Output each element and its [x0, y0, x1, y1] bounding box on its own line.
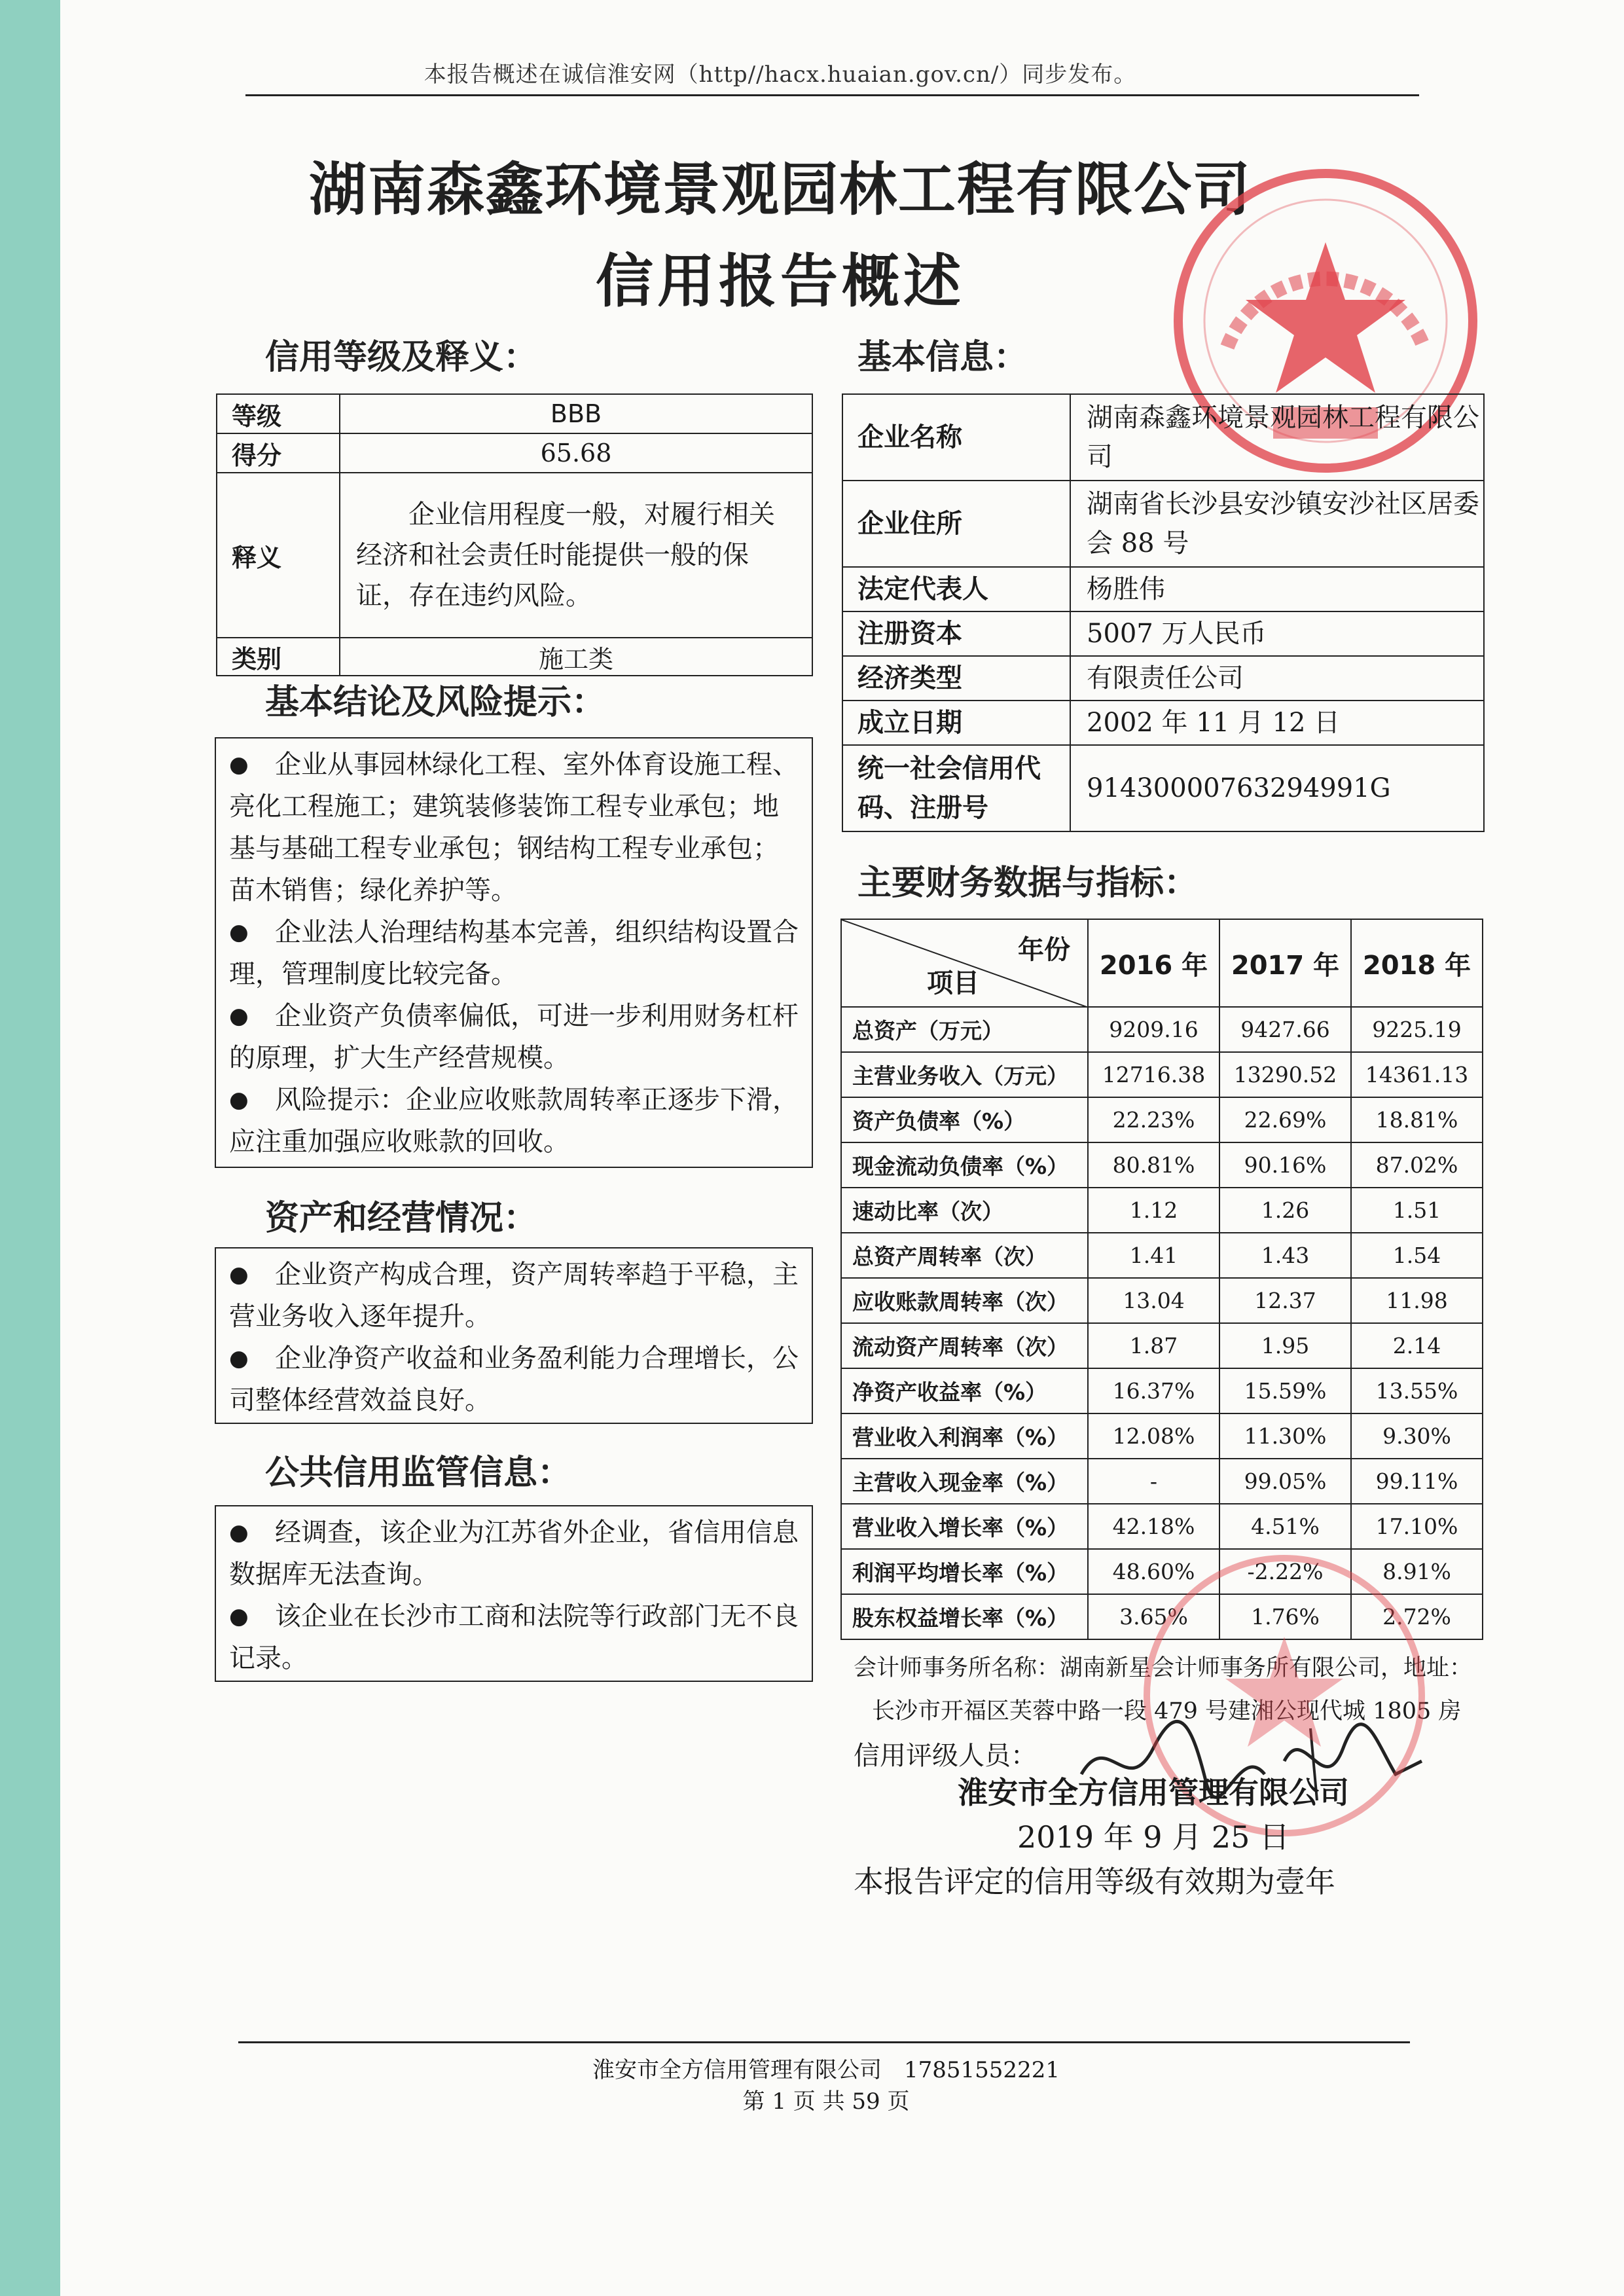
metric-value: 13.04	[1088, 1278, 1219, 1323]
founded-value: 2002 年 11 月 12 日	[1070, 701, 1484, 745]
header-note: 本报告概述在诚信淮安网（http//hacx.huaian.gov.cn/）同步发布。	[424, 62, 1137, 88]
table-row	[842, 611, 1484, 656]
financial-heading: 主要财务数据与指标：	[857, 864, 1199, 903]
metric-value: 2.72%	[1351, 1594, 1483, 1639]
metric-value: 1.87	[1088, 1323, 1219, 1368]
basic-info-heading: 基本信息：	[857, 338, 1028, 377]
accounting-firm-line1: 会计师事务所名称：湖南新星会计师事务所有限公司，地址：	[854, 1655, 1473, 1681]
metric-label: 速动比率（次）	[841, 1188, 1088, 1233]
year-header: 2018 年	[1351, 919, 1483, 1007]
metric-value: 22.23%	[1088, 1097, 1219, 1142]
metric-value: 80.81%	[1088, 1142, 1219, 1188]
table-header-row	[841, 919, 1483, 1007]
metric-value: 22.69%	[1219, 1097, 1351, 1142]
address-label: 企业住所	[842, 481, 1070, 567]
metric-value: 12.37	[1219, 1278, 1351, 1323]
metric-value: 15.59%	[1219, 1368, 1351, 1413]
metric-value: -	[1088, 1459, 1219, 1504]
rating-heading: 信用等级及释义：	[265, 338, 538, 377]
year-header: 2016 年	[1088, 919, 1219, 1007]
metric-label: 总资产周转率（次）	[841, 1233, 1088, 1278]
list-item: ● 企业从事园林绿化工程、室外体育设施工程、亮化工程施工；建筑装修装饰工程专业承包；地基与基础工程专业承包；钢结构工程专业承包；苗木销售；绿化养护等。	[229, 744, 799, 911]
rater-label: 信用评级人员：	[854, 1741, 1037, 1771]
list-item: ● 企业资产负债率偏低，可进一步利用财务杠杆的原理，扩大生产经营规模。	[229, 995, 799, 1079]
table-row	[841, 1459, 1483, 1504]
rating-grade-value: BBB	[340, 394, 812, 433]
table-row	[841, 1097, 1483, 1142]
document-page	[60, 0, 1624, 2296]
year-header: 2017 年	[1219, 919, 1351, 1007]
metric-value: 12716.38	[1088, 1052, 1219, 1097]
basic-info-table	[842, 393, 1485, 832]
metric-value: 9225.19	[1351, 1007, 1483, 1052]
rating-score-value: 65.68	[340, 433, 812, 473]
table-row	[217, 433, 812, 473]
year-item-corner: 年份 项目	[841, 919, 1088, 1007]
metric-value: 1.76%	[1219, 1594, 1351, 1639]
list-item: ● 经调查，该企业为江苏省外企业，省信用信息数据库无法查询。	[229, 1512, 799, 1595]
bullet-icon: ●	[229, 1087, 249, 1113]
table-row	[842, 656, 1484, 701]
metric-value: 1.26	[1219, 1188, 1351, 1233]
list-item: ● 该企业在长沙市工商和法院等行政部门无不良记录。	[229, 1595, 799, 1679]
metric-value: 1.51	[1351, 1188, 1483, 1233]
metric-value: 9427.66	[1219, 1007, 1351, 1052]
issuer-name: 淮安市全方信用管理有限公司	[958, 1775, 1349, 1810]
metric-value: 13.55%	[1351, 1368, 1483, 1413]
metric-value: 4.51%	[1219, 1504, 1351, 1549]
founded-label: 成立日期	[842, 701, 1070, 745]
supervision-heading: 公共信用监管信息：	[265, 1453, 572, 1493]
metric-label: 营业收入增长率（%）	[841, 1504, 1088, 1549]
assets-box	[215, 1247, 813, 1424]
metric-label: 应收账款周转率（次）	[841, 1278, 1088, 1323]
econ-type-label: 经济类型	[842, 656, 1070, 701]
metric-label: 主营收入现金率（%）	[841, 1459, 1088, 1504]
header-rule	[245, 94, 1419, 96]
report-title-subtitle: 信用报告概述	[595, 247, 965, 315]
footer-company: 淮安市全方信用管理有限公司 17851552221	[592, 2057, 1060, 2083]
metric-value: 1.54	[1351, 1233, 1483, 1278]
table-row	[841, 1278, 1483, 1323]
table-row	[841, 1007, 1483, 1052]
rating-score-label: 得分	[217, 433, 340, 473]
validity-note: 本报告评定的信用等级有效期为壹年	[854, 1864, 1335, 1899]
metric-value: 9.30%	[1351, 1413, 1483, 1459]
footer-page: 第 1 页 共 59 页	[742, 2088, 910, 2115]
table-row	[841, 1323, 1483, 1368]
metric-value: -2.22%	[1219, 1549, 1351, 1594]
company-name-label: 企业名称	[842, 394, 1070, 481]
issue-date: 2019 年 9 月 25 日	[1017, 1819, 1290, 1855]
list-item: ● 企业法人治理结构基本完善，组织结构设置合理，管理制度比较完备。	[229, 911, 799, 995]
table-row	[841, 1413, 1483, 1459]
credit-code-value: 91430000763294991G	[1070, 745, 1484, 831]
metric-value: 18.81%	[1351, 1097, 1483, 1142]
bullet-icon: ●	[229, 919, 249, 945]
metric-label: 股东权益增长率（%）	[841, 1594, 1088, 1639]
metric-label: 主营业务收入（万元）	[841, 1052, 1088, 1097]
metric-value: 1.12	[1088, 1188, 1219, 1233]
supervision-box	[215, 1505, 813, 1682]
rating-meaning-value: 企业信用程度一般，对履行相关经济和社会责任时能提供一般的保证，存在违约风险。	[340, 473, 812, 638]
table-row	[217, 638, 812, 676]
metric-label: 利润平均增长率（%）	[841, 1549, 1088, 1594]
metric-value: 16.37%	[1088, 1368, 1219, 1413]
bullet-icon: ●	[229, 752, 249, 778]
rating-category-label: 类别	[217, 638, 340, 676]
metric-value: 90.16%	[1219, 1142, 1351, 1188]
table-row	[841, 1188, 1483, 1233]
address-value: 湖南省长沙县安沙镇安沙社区居委会 88 号	[1070, 481, 1484, 567]
econ-type-value: 有限责任公司	[1070, 656, 1484, 701]
metric-value: 87.02%	[1351, 1142, 1483, 1188]
table-row	[841, 1052, 1483, 1097]
metric-value: 8.91%	[1351, 1549, 1483, 1594]
metric-label: 营业收入利润率（%）	[841, 1413, 1088, 1459]
company-name-value: 湖南森鑫环境景观园林工程有限公司	[1070, 394, 1484, 481]
metric-label: 流动资产周转率（次）	[841, 1323, 1088, 1368]
metric-value: 3.65%	[1088, 1594, 1219, 1639]
table-row	[841, 1233, 1483, 1278]
metric-value: 11.98	[1351, 1278, 1483, 1323]
table-row	[217, 394, 812, 433]
bullet-icon: ●	[229, 1603, 249, 1630]
metric-value: 99.11%	[1351, 1459, 1483, 1504]
table-row	[841, 1142, 1483, 1188]
bullet-icon: ●	[229, 1520, 249, 1546]
reg-capital-label: 注册资本	[842, 611, 1070, 656]
metric-value: 12.08%	[1088, 1413, 1219, 1459]
list-item: ● 企业资产构成合理，资产周转率趋于平稳，主营业务收入逐年提升。	[229, 1254, 799, 1338]
accounting-firm-line2: 长沙市开福区芙蓉中路一段 479 号建湘公现代城 1805 房	[872, 1698, 1462, 1724]
metric-value: 17.10%	[1351, 1504, 1483, 1549]
table-row	[842, 394, 1484, 481]
metric-value: 1.41	[1088, 1233, 1219, 1278]
metric-value: 13290.52	[1219, 1052, 1351, 1097]
metric-value: 2.14	[1351, 1323, 1483, 1368]
metric-value: 42.18%	[1088, 1504, 1219, 1549]
conclusion-box	[215, 737, 813, 1168]
table-row	[841, 1368, 1483, 1413]
metric-value: 14361.13	[1351, 1052, 1483, 1097]
metric-label: 净资产收益率（%）	[841, 1368, 1088, 1413]
metric-value: 48.60%	[1088, 1549, 1219, 1594]
metric-value: 99.05%	[1219, 1459, 1351, 1504]
metric-value: 1.43	[1219, 1233, 1351, 1278]
rating-grade-label: 等级	[217, 394, 340, 433]
footer-rule	[238, 2041, 1410, 2043]
table-row	[842, 481, 1484, 567]
rating-meaning-label: 释义	[217, 473, 340, 638]
table-row	[842, 701, 1484, 745]
bullet-icon: ●	[229, 1262, 249, 1288]
legal-rep-value: 杨胜伟	[1070, 567, 1484, 611]
metric-label: 现金流动负债率（%）	[841, 1142, 1088, 1188]
metric-value: 1.95	[1219, 1323, 1351, 1368]
conclusion-heading: 基本结论及风险提示：	[265, 683, 606, 722]
list-item: ● 企业净资产收益和业务盈利能力合理增长，公司整体经营效益良好。	[229, 1338, 799, 1421]
report-title-company: 湖南森鑫环境景观园林工程有限公司	[308, 156, 1252, 223]
metric-label: 资产负债率（%）	[841, 1097, 1088, 1142]
metric-value: 9209.16	[1088, 1007, 1219, 1052]
rating-table	[216, 393, 813, 676]
assets-heading: 资产和经营情况：	[265, 1199, 538, 1238]
bullet-icon: ●	[229, 1345, 249, 1372]
metric-value: 11.30%	[1219, 1413, 1351, 1459]
table-row	[217, 473, 812, 638]
legal-rep-label: 法定代表人	[842, 567, 1070, 611]
bullet-icon: ●	[229, 1003, 249, 1029]
table-row	[842, 567, 1484, 611]
metric-label: 总资产（万元）	[841, 1007, 1088, 1052]
rating-category-value: 施工类	[340, 638, 812, 676]
reg-capital-value: 5007 万人民币	[1070, 611, 1484, 656]
credit-code-label: 统一社会信用代码、注册号	[842, 745, 1070, 831]
list-item: ● 风险提示：企业应收账款周转率正逐步下滑，应注重加强应收账款的回收。	[229, 1079, 799, 1163]
table-row	[842, 745, 1484, 831]
